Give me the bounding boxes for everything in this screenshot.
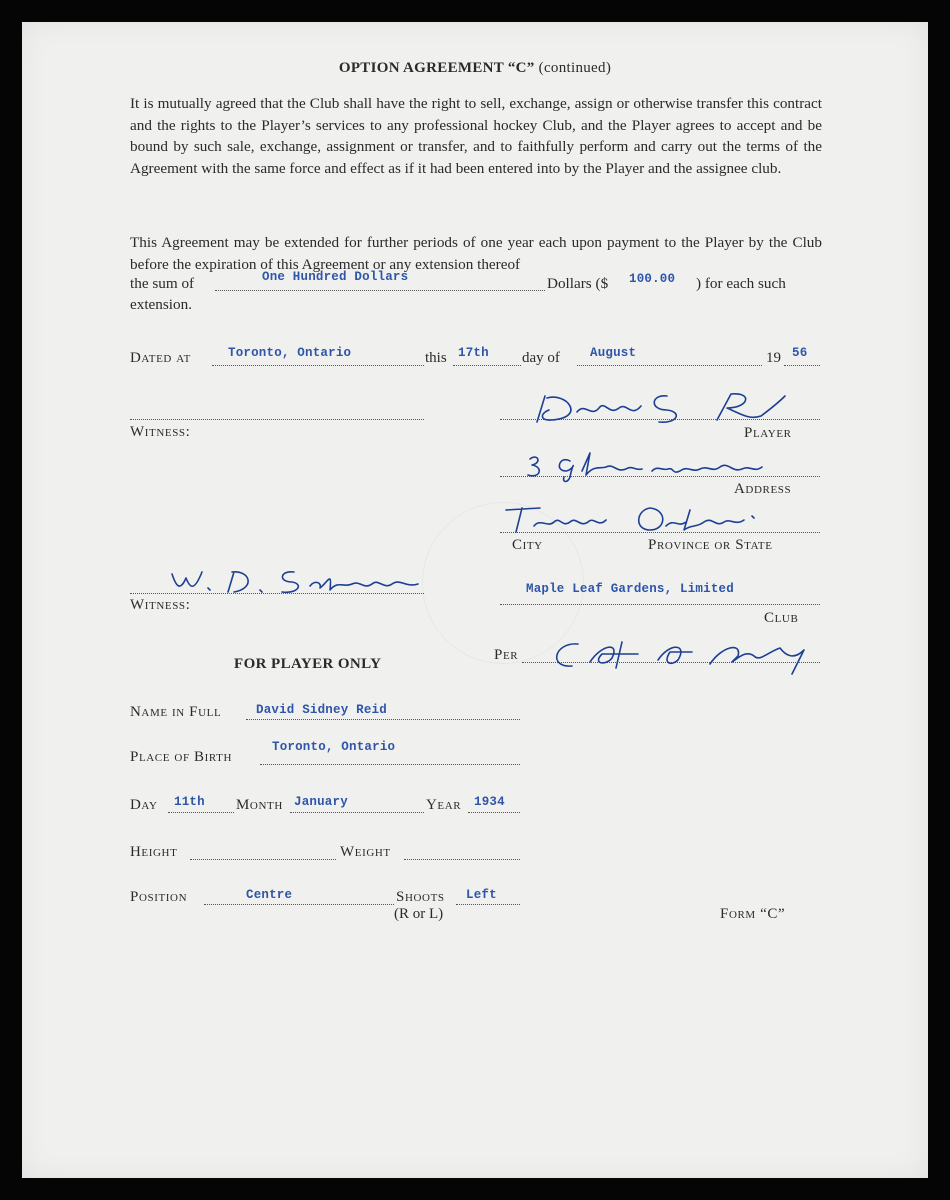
dated-label: Dated at [130, 350, 191, 366]
year-line [468, 812, 520, 813]
player-only-heading: FOR PLAYER ONLY [234, 656, 382, 672]
name-label: Name in Full [130, 704, 222, 720]
year-prefix: 19 [766, 350, 781, 366]
dated-place-value: Toronto, Ontario [228, 346, 352, 360]
per-label: Per [494, 647, 519, 663]
month-value: January [294, 795, 348, 809]
for-each-label: ) for each such [696, 275, 786, 292]
club-line [500, 604, 820, 605]
dollars-label: Dollars ($ [547, 275, 609, 292]
title-text: OPTION AGREEMENT “C” [338, 60, 535, 76]
position-label: Position [130, 889, 188, 905]
paragraph-extension [130, 232, 822, 275]
document-page [22, 22, 928, 1178]
this-label: this [425, 350, 447, 366]
club-value: Maple Leaf Gardens, Limited [526, 582, 734, 596]
document-title [22, 60, 928, 77]
sum-words-line [215, 290, 545, 291]
shoots-line [456, 904, 520, 905]
dated-month-value: August [590, 346, 637, 360]
extension-text: This Agreement may be extended for further periods of one year each upon payment to the Player by the Club before the expiration of this Agreement or any extension thereof [130, 234, 822, 273]
month-label: Month [236, 797, 283, 813]
birth-line [260, 764, 520, 765]
player-signature-icon [527, 388, 797, 428]
sum-amount-value: 100.00 [629, 272, 676, 286]
month-line [290, 812, 424, 813]
dated-place-line [212, 365, 424, 366]
sum-words-value: One Hundred Dollars [262, 270, 409, 284]
witness-signature-icon [162, 562, 432, 598]
extension-end: extension. [130, 296, 193, 313]
city-label: City [512, 537, 543, 553]
year-label: Year [426, 797, 462, 813]
form-label: Form “C” [720, 906, 786, 922]
weight-line [404, 859, 520, 860]
title-suffix: (continued) [538, 60, 612, 76]
position-line [204, 904, 394, 905]
witness-line [130, 419, 424, 420]
weight-label: Weight [340, 844, 391, 860]
club-signature-icon [542, 634, 822, 676]
day-label: Day [130, 797, 158, 813]
day-value: 11th [174, 795, 205, 809]
dated-year-value: 56 [792, 346, 808, 360]
name-value: David Sidney Reid [256, 703, 387, 717]
player-label: Player [744, 425, 792, 441]
shoots-value: Left [466, 888, 497, 902]
witness-label: Witness: [130, 424, 191, 440]
dated-year-line [784, 365, 820, 366]
province-label: Province or State [648, 537, 773, 553]
birth-label: Place of Birth [130, 749, 233, 765]
witness2-label: Witness: [130, 597, 191, 613]
day-line [168, 812, 234, 813]
height-line [190, 859, 336, 860]
shoots-label: Shoots [396, 889, 445, 905]
position-value: Centre [246, 888, 293, 902]
city-province-handwriting-icon [500, 500, 770, 538]
birth-value: Toronto, Ontario [272, 740, 396, 754]
club-label: Club [764, 610, 799, 626]
dated-day-line [453, 365, 521, 366]
height-label: Height [130, 844, 178, 860]
year-value: 1934 [474, 795, 505, 809]
dated-day-value: 17th [458, 346, 489, 360]
paragraph-transfer: It is mutually agreed that the Club shall have the right to sell, exchange, assign or otherwise transfer this contract and the rights to the Player’s services to any professional hockey Club, and the Player agrees to accept and be bound by such sale, exchange, assignment or transfer, and to faithfully perform and carry out the terms of the Agreement with the same force and effect as if it had been entered into by the Player and the assignee club. [130, 95, 822, 177]
shoots-hint: (R or L) [394, 906, 444, 922]
sum-label: the sum of [130, 275, 195, 292]
day-of-label: day of [522, 350, 560, 366]
name-line [246, 719, 520, 720]
address-label: Address [734, 481, 792, 497]
address-handwriting-icon [522, 447, 772, 483]
dated-month-line [577, 365, 762, 366]
